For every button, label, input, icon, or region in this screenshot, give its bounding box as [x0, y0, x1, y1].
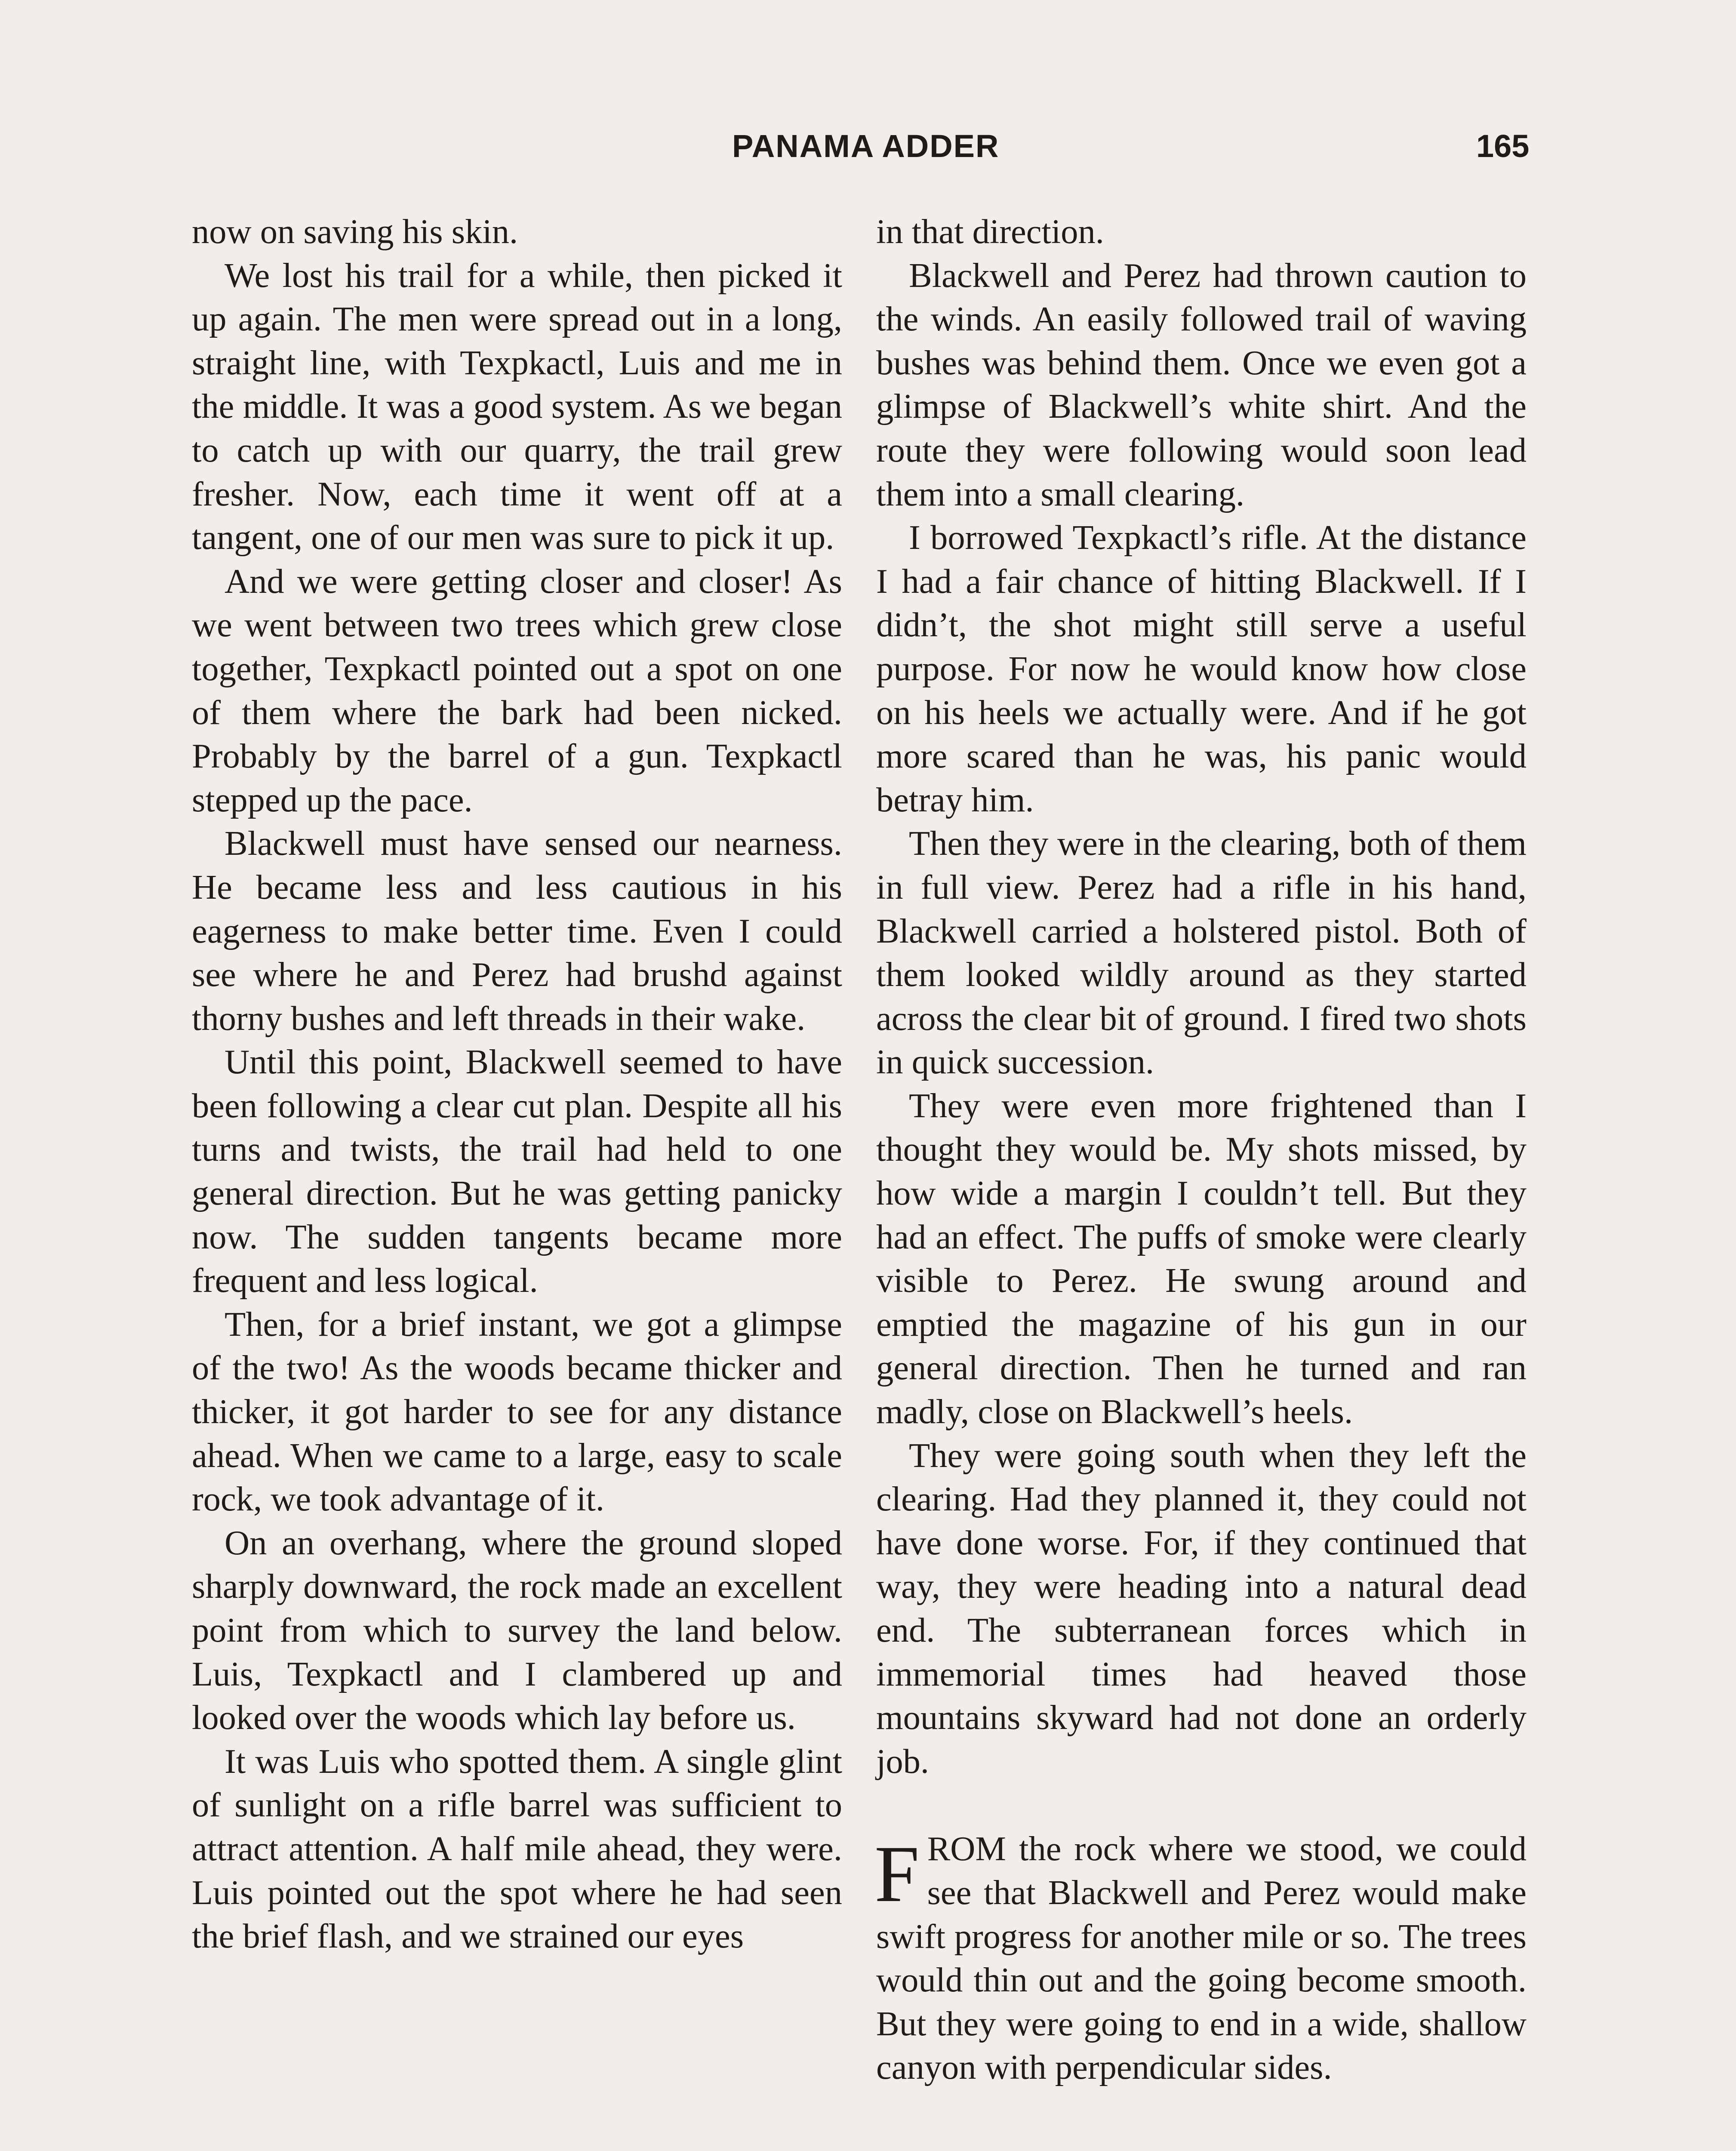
paragraph: I borrowed Texpkactl’s rifle. At the distance I had a fair chance of hitting Blackwell. If I didn’t, the shot might still serve a useful purpose. For now he would know how close on his heels we actually were. And if he got more scared than he was, his panic would betray him. [876, 518, 1527, 819]
paragraph: Blackwell and Perez had thrown caution to the winds. An easily followed trail of waving bushes was behind them. Once we even got a glimpse of Blackwell’s white shirt. And the route they were following would soon lead them into a small clearing. [876, 256, 1527, 513]
paragraph: now on saving his skin. [192, 213, 518, 251]
drop-cap-paragraph-text: ROM the rock where we stood, we could see that Blackwell and Perez would make swift progress for another mile or so. The trees would thin out and the going become smooth. But they were going to end in a wide, shallow canyon with perpendicular sides. [876, 1830, 1527, 2087]
drop-cap: F [874, 1829, 920, 1919]
paragraph: They were going south when they left the clearing. Had they planned it, they could not have done worse. For, if they continued that way, they were heading into a natural dead end. The subterranean forces which in immemorial times had heaved those mountains skyward had not done an orderly job. [876, 1436, 1527, 1781]
drop-cap-paragraph [876, 1827, 1527, 2089]
section-break [876, 1783, 1527, 1827]
paragraph: And we were getting closer and closer! As we went between two trees which grew close together, Texpkactl pointed out a spot on one of them where the bark had been nicked. Probably by the barrel of a gun. Texpkactl stepped up the pace. [192, 562, 842, 819]
paragraph: We lost his trail for a while, then picked it up again. The men were spread out in a long, straight line, with Texpkactl, Luis and me in the middle. It was a good system. As we began to catch up with our quarry, the trail grew fresher. Now, each time it went off at a tangent, one of our men was sure to pick it up. [192, 256, 842, 557]
paragraph: It was Luis who spotted them. A single glint of sunlight on a rifle barrel was sufficient to attract attention. A half mile ahead, they were. Luis pointed out the spot where he had seen the brief flash, and we strained our eyes [192, 1742, 842, 1956]
paragraph: in that direction. [876, 213, 1104, 251]
running-title: PANAMA ADDER [732, 128, 1000, 164]
paragraph: Until this point, Blackwell seemed to have been following a clear cut plan. Despite all his turns and twists, the trail had held to one general direction. But he was getting panicky now. The sudden tangents became more frequent and less logical. [192, 1043, 842, 1300]
page-header [0, 123, 1736, 170]
paragraph: On an overhang, where the ground sloped sharply downward, the rock made an excellent point from which to survey the land below. Luis, Texpkactl and I clambered up and looked over the woods which lay before us. [192, 1523, 842, 1737]
page-number: 165 [1476, 128, 1530, 164]
left-column [192, 210, 842, 1958]
paragraph: Then they were in the clearing, both of them in full view. Perez had a rifle in his hand, Blackwell carried a holstered pistol. Both of them looked wildly around as they started across the clear bit of ground. I fired two shots in quick succession. [876, 824, 1527, 1082]
paragraph: Then, for a brief instant, we got a glimpse of the two! As the woods became thicker and thicker, it got harder to see for any distance ahead. When we came to a large, easy to scale rock, we took advantage of it. [192, 1305, 842, 1519]
paragraph: Blackwell must have sensed our nearness. He became less and less cautious in his eagerness to make better time. Even I could see where he and Perez had brushd against thorny bushes and left threads in their wake. [192, 824, 842, 1038]
right-column [876, 210, 1527, 2089]
paragraph: They were even more frightened than I thought they would be. My shots missed, by how wide a margin I couldn’t tell. But they had an effect. The puffs of smoke were clearly visible to Perez. He swung around and emptied the magazine of his gun in our general direction. Then he turned and ran madly, close on Blackwell’s heels. [876, 1086, 1527, 1431]
